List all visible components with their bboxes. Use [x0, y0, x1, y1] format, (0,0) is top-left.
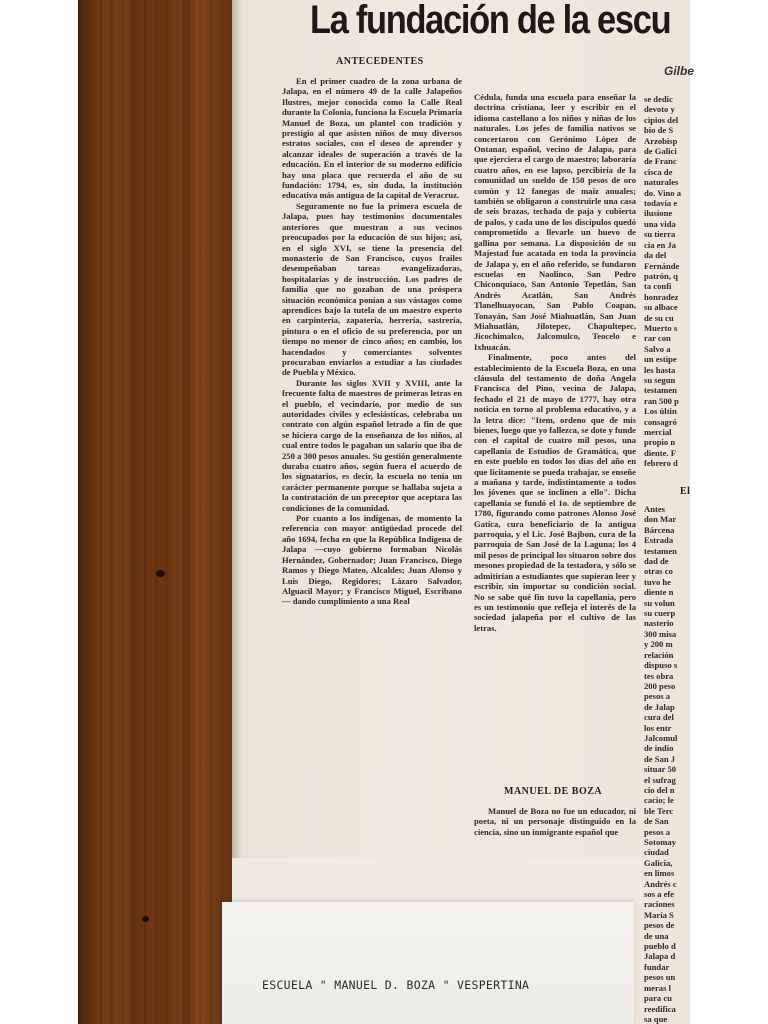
typed-school-label: ESCUELA " MANUEL D. BOZA " VESPERTINA: [262, 978, 530, 992]
text-fragment: nasterio: [644, 618, 674, 629]
text-fragment: patrón, q: [644, 270, 678, 281]
text-fragment: ran 500 p: [644, 395, 679, 406]
text-fragment: tes obra: [644, 670, 674, 681]
text-fragment: Estrada: [644, 535, 674, 546]
text-fragment: raciones: [644, 899, 675, 910]
text-fragment: para cu: [644, 993, 672, 1004]
text-fragment: su segun: [644, 374, 676, 385]
text-fragment: su albace: [644, 302, 678, 313]
text-fragment: 200 peso: [644, 680, 676, 691]
text-fragment: su volun: [644, 597, 675, 608]
text-fragment: ciudad: [644, 847, 669, 858]
paragraph: Manuel de Boza no fue un educador, ni poeta, ni un personaje distinguido en la ciencia, sino un inmigrante español que: [474, 806, 636, 837]
text-fragment: relación: [644, 649, 674, 660]
text-fragment: cura del: [644, 712, 674, 723]
text-fragment: Bárcena: [644, 524, 675, 535]
text-fragment: ilusione: [644, 208, 673, 219]
text-fragment: Salvo a: [644, 343, 671, 354]
text-fragment: naturales: [644, 177, 679, 188]
text-fragment: bio de S: [644, 125, 674, 136]
text-fragment: y 200 m: [644, 639, 673, 650]
text-fragment: mercial: [644, 427, 672, 437]
text-fragment: Sotomay: [644, 837, 676, 847]
text-fragment: el sufrag: [644, 774, 676, 785]
text-fragment: situar 50: [644, 764, 677, 775]
text-fragment: dispuso s: [644, 660, 678, 671]
paragraph: Por cuanto a los indígenas, de momento la referencia con mayor antigüedad procede del año 1694, fecha en que la República Indígena de Jalapa —cuyo gobierno formaban Nicolás Hernández, Gobernador; Juan Francisco, Diego Ramos y Diego Mateo, Alcaldes; Juan Alonso y Luis Diego, Regidores; Lázaro Salvador, Alguacil Mayor; y Francisco Miguel, Escribano— dando cumplimiento a una Real: [282, 513, 462, 607]
text-fragment: testamen: [644, 545, 677, 556]
text-fragment: sa que: [644, 1013, 668, 1024]
text-fragment: los entr: [644, 722, 672, 733]
wood-knot: [142, 916, 149, 922]
text-fragment: todavía e: [644, 198, 678, 209]
text-fragment: Los últin: [644, 406, 677, 417]
label-card: [222, 902, 634, 1024]
text-fragment: Jalapa d: [644, 951, 676, 962]
text-fragment: cia en Ja: [644, 239, 676, 250]
text-fragment: diente. F: [644, 447, 676, 458]
article-column-3-top: [644, 94, 690, 468]
text-fragment: de una: [644, 930, 669, 941]
paragraph: Seguramente no fue la primera escuela de Jalapa, pues hay testimonios documentales anteriores que muestran a sus vecinos preocupados por la educación de sus hijos; así, en el siglo XVI, se tiene la presencia del monasterio de San Francisco, cuyos frailes desempeñaban tareas evangelizadoras, hospitalarias y de instrucción. Los padres de familia que no gozaban de una próspera situación económica ponían a sus vástagos como aprendices bajo la tutela de un maestro experto en carpintería, zapatería, herrería, sastrería, pintura o en el oficio de su preferencia, por un tiempo no menor de cinco años; en cambio, los hacendados y comerciantes solventes procuraban enviarlos a estudiar a las ciudades de Puebla y México.: [282, 200, 462, 378]
section-heading-manuel-de-boza: MANUEL DE BOZA: [504, 786, 603, 797]
article-column-1: [282, 76, 462, 852]
text-fragment: una vida: [644, 218, 676, 229]
article-column-3-bottom: [644, 504, 690, 1024]
text-fragment: Fernánde: [644, 260, 680, 271]
text-fragment: cisca de: [644, 166, 673, 177]
text-fragment: María S: [644, 909, 674, 920]
text-fragment: de Franc: [644, 156, 677, 167]
text-fragment: devoto y: [644, 104, 675, 115]
text-fragment: diente n: [644, 587, 674, 598]
paragraph: Durante los siglos XVII y XVIII, ante la frecuente falta de maestros de primeras letras en el pueblo, el vecindario, por medio de sus autoridades civiles y eclesiásticas, celebraba un contrato con algún español letrado a fin de que se hiciera cargo de la enseñanza de los niños, al cual entre todos le pagaban un salario que iba de 250 a 300 pesos anuales. Su gestión generalmente duraba cuatro años, según fuera el acuerdo de los signatarios, es decir, la escuela no tenía un carácter permanente porque se hallaba sujeta a la contratación de un preceptor que aceptara las condiciones de la comunidad.: [282, 377, 462, 513]
article-byline: Gilbe: [664, 64, 695, 78]
article-headline: La fundación de la escu: [310, 0, 671, 42]
text-fragment: pesos de: [644, 920, 675, 931]
text-fragment: su cuerp: [644, 608, 676, 619]
text-fragment: consagró: [644, 416, 677, 427]
text-fragment: Galicia,: [644, 857, 673, 868]
text-fragment: pesos un: [644, 972, 676, 983]
paper-lower-margin: [232, 858, 642, 904]
wood-knot: [156, 570, 165, 577]
text-fragment: dad de: [644, 556, 669, 567]
text-fragment: se dedic: [644, 94, 673, 104]
text-fragment: Jalcomul: [644, 732, 678, 743]
text-fragment: cipios del: [644, 114, 679, 125]
text-fragment: meras l: [644, 982, 671, 993]
text-fragment: otras co: [644, 566, 673, 577]
text-fragment: de Jalap: [644, 701, 675, 712]
section-heading-el: El: [680, 486, 691, 497]
section-heading-antecedentes: ANTECEDENTES: [336, 56, 424, 67]
text-fragment: Antes: [644, 504, 666, 514]
text-fragment: un estipe: [644, 354, 677, 365]
text-fragment: do. Vino a: [644, 187, 682, 198]
paragraph: Cédula, funda una escuela para enseñar la doctrina cristiana, leer y escribir en el idioma castellano a los niños y niñas de los naturales. Los jefes de familia nativos se concertaron con Gerónimo López de Ontanar, español, vecino de Jalapa, para que ejerciera el cargo de maestro; laboraría cuatro años, en ese lapso, percibiría de la comunidad un sueldo de 150 pesos de oro común y 12 fanegas de maíz anuales; también se obligaron a construirle una casa de seis brazas, techada de paja y cubierta de palos, y cada uno de los discípulos quedó comprometido a llevarle un huevo de gallina por semana. La disposición de su Majestad fue acatada en toda la provincia de Jalapa y, en el año referido, se fundaron escuelas en Naolinco, San Pedro Chiconquiaco, San Antonio Tepetlán, San Andrés Acatlán, San Andrés Tlanelhuayocan, San Pablo Coapan, Tonayán, San José Miahuatlán, San Juan Miahuatlán, Jilotepec, Chapultepec, Jicochimalco, Jalcomulco, Teocelo e Ixhuacán.: [474, 92, 636, 352]
text-fragment: pesos a: [644, 826, 671, 837]
text-fragment: de San: [644, 816, 669, 827]
text-fragment: 300 misa: [644, 628, 677, 639]
text-fragment: ble Terc: [644, 805, 674, 816]
text-fragment: ta confi: [644, 281, 672, 292]
text-fragment: reedifica: [644, 1003, 676, 1014]
wooden-table: [78, 0, 238, 1024]
text-fragment: su tierra: [644, 229, 676, 240]
text-fragment: da del: [644, 250, 667, 261]
paragraph: Finalmente, poco antes del establecimiento de la Escuela Boza, en una cláusula del testamento de doña Angela Francisca del Pino, vecina de Jalapa, fechado el 21 de mayo de 1777, hay otra noticia en torno al problema educativo, y a la letra dice: "Item, ordeno que de mis bienes, luego que yo fallezca, se dote y funde con el capital de cuatro mil pesos, una capellanía de Estudios de Gramática, que en este pueblo en todos los días del año en que lícitamente se pueda trabajar, se enseñe a mañana y tarde, indistintamente a todos los jóvenes que se inclinen a ello". Dicha capellanía se fundó el 1o. de septiembre de 1780, figurando como patrones Alonso José Gatica, cura beneficiario de la antigua parroquia, y el Lic. José Bajbon, cura de la parroquia de San José de la Laguna; los 4 mil pesos de principal los situaron sobre dos mesones propiedad de la testadora, y sólo se admitirían a estudiantes que supieran leer y escribir, sin importar su condición social. No se sabe qué fin tuvo la capellanía, pero es un testimonio que refleja el interés de la sociedad jalapeña por el cultivo de las letras.: [474, 352, 636, 633]
text-fragment: tuvo he: [644, 576, 671, 587]
text-fragment: fundar: [644, 961, 670, 972]
text-fragment: rar con: [644, 333, 671, 344]
article-column-2: [474, 92, 636, 772]
text-fragment: testamen: [644, 385, 677, 396]
text-fragment: de indio: [644, 743, 674, 754]
text-fragment: febrero d: [644, 458, 678, 469]
text-fragment: Muerto s: [644, 322, 678, 333]
text-fragment: pueblo d: [644, 941, 676, 952]
text-fragment: honradez: [644, 291, 679, 302]
text-fragment: de su cu: [644, 312, 674, 323]
text-fragment: sos a efe: [644, 889, 675, 900]
text-fragment: Arzobisp: [644, 135, 678, 146]
text-fragment: propio n: [644, 437, 676, 448]
text-fragment: de San J: [644, 753, 676, 764]
text-fragment: pesos a: [644, 691, 671, 702]
paragraph: En el primer cuadro de la zona urbana de Jalapa, en el número 49 de la calle Jalapeños Ilustres, mejor conocida como la Calle Real durante la Colonia, funciona la Escuela Primaria Manuel de Boza, un plantel con tradición y prestigio al que asisten niños de muy diversos estratos sociales, con el deseo de aprender y alcanzar ideales de superación a través de la educación. En el interior de su moderno edificio hay una placa que recuerda el año de su fundación: 1794, es, sin duda, la institución educativa más antigua de la capital de Veracruz.: [282, 76, 462, 201]
text-fragment: cio del n: [644, 784, 675, 795]
text-fragment: de Galici: [644, 146, 677, 157]
text-fragment: don Mar: [644, 514, 677, 525]
text-fragment: les hasta: [644, 364, 676, 375]
text-fragment: en limos: [644, 868, 675, 879]
article-column-2-continued: [474, 806, 636, 858]
text-fragment: cacio; le: [644, 795, 674, 806]
text-fragment: Andrés c: [644, 878, 677, 889]
